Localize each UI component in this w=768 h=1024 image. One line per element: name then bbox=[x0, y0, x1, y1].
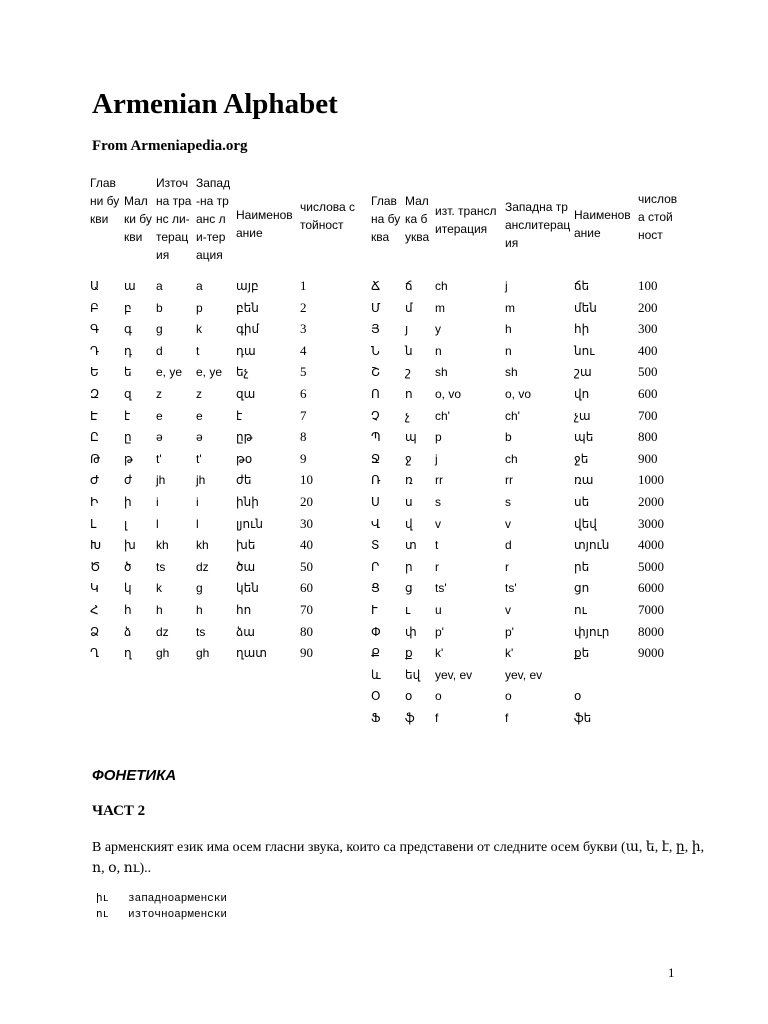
numeric-value-cell: 300 bbox=[638, 321, 658, 337]
eastern-translit-cell: b bbox=[156, 300, 163, 315]
part-heading: ЧАСТ 2 bbox=[92, 803, 146, 819]
small-letter-cell: ք bbox=[405, 646, 413, 661]
small-letter-cell: ի bbox=[124, 495, 132, 509]
capital-letter-cell: Օ bbox=[371, 689, 381, 704]
eastern-translit-cell: n bbox=[435, 343, 442, 358]
small-letter-cell: ա bbox=[124, 279, 136, 293]
numeric-value-cell: 400 bbox=[638, 342, 658, 358]
eastern-translit-cell: yev, ev bbox=[435, 667, 473, 682]
western-translit-cell: rr bbox=[505, 473, 513, 488]
capital-letter-cell: Ն bbox=[371, 343, 380, 358]
numeric-value-cell: 40 bbox=[300, 537, 313, 553]
small-letter-cell: ն bbox=[405, 343, 413, 358]
small-letter-cell: ճ bbox=[405, 279, 413, 293]
small-letter-cell: գ bbox=[124, 322, 132, 337]
letter-name-cell: սե bbox=[574, 495, 590, 509]
letter-name-cell: նու bbox=[574, 343, 595, 358]
numeric-value-cell: 20 bbox=[300, 494, 313, 509]
header-capital-letter: Главна буква bbox=[371, 194, 401, 244]
eastern-translit-cell: jh bbox=[156, 473, 166, 488]
small-letter-cell: ը bbox=[124, 430, 132, 445]
example-text: западноарменски bbox=[128, 893, 228, 905]
letter-name-cell: ռա bbox=[574, 473, 594, 488]
small-letter-cell: ղ bbox=[124, 646, 132, 661]
capital-letter-cell: Մ bbox=[371, 300, 381, 315]
small-letter-cell: ջ bbox=[405, 451, 412, 466]
capital-letter-cell: Չ bbox=[371, 408, 380, 423]
small-letter-cell: փ bbox=[405, 624, 417, 639]
numeric-value-cell: 4000 bbox=[638, 537, 664, 553]
western-translit-cell: g bbox=[196, 581, 203, 596]
small-letter-cell: ս bbox=[405, 495, 413, 509]
western-translit-cell: o bbox=[505, 689, 512, 704]
letter-name-cell: ջե bbox=[574, 451, 589, 466]
right-alphabet-table bbox=[371, 174, 681, 725]
capital-letter-cell: Ը bbox=[90, 430, 99, 445]
letter-name-cell: շա bbox=[574, 365, 592, 380]
small-letter-cell: ւ bbox=[405, 603, 411, 617]
capital-letter-cell: և bbox=[371, 667, 381, 682]
capital-letter-cell: Խ bbox=[90, 538, 102, 553]
eastern-translit-cell: t bbox=[435, 538, 439, 553]
letter-name-cell: ճե bbox=[574, 279, 590, 293]
capital-letter-cell: Բ bbox=[90, 300, 99, 315]
numeric-value-cell: 60 bbox=[300, 580, 313, 596]
capital-letter-cell: Ծ bbox=[90, 559, 101, 574]
small-letter-cell: չ bbox=[405, 408, 410, 423]
header-numeric-value: числова стойност bbox=[638, 192, 678, 242]
small-letter-cell: դ bbox=[124, 343, 132, 358]
header-western-transliteration: Западна транслитерация bbox=[505, 200, 571, 250]
eastern-translit-cell: ch' bbox=[435, 408, 450, 423]
numeric-value-cell: 500 bbox=[638, 364, 658, 380]
eastern-translit-cell: m bbox=[435, 300, 445, 315]
small-letter-cell: հ bbox=[124, 603, 132, 617]
western-translit-cell: t bbox=[196, 343, 200, 358]
letter-name-cell: ֆե bbox=[574, 711, 592, 725]
small-letter-cell: զ bbox=[124, 387, 132, 401]
capital-letter-cell: Զ bbox=[90, 387, 100, 401]
eastern-translit-cell: gh bbox=[156, 646, 170, 661]
western-translit-cell: dz bbox=[196, 559, 209, 574]
small-letter-cell: յ bbox=[405, 322, 409, 337]
western-translit-cell: e bbox=[196, 408, 203, 423]
letter-name-cell: վո bbox=[574, 387, 590, 401]
letter-name-cell: րե bbox=[574, 559, 590, 574]
capital-letter-cell: Թ bbox=[90, 451, 101, 466]
numeric-value-cell: 5 bbox=[300, 364, 307, 380]
letter-name-cell: մեն bbox=[574, 300, 597, 315]
capital-letter-cell: Ր bbox=[371, 559, 380, 574]
capital-letter-cell: Ց bbox=[371, 581, 380, 596]
eastern-translit-cell: z bbox=[156, 387, 162, 401]
letter-name-cell: վեվ bbox=[574, 516, 597, 531]
small-letter-cell: ե bbox=[124, 365, 132, 380]
western-translit-cell: ts' bbox=[505, 581, 517, 596]
letter-name-cell: ղատ bbox=[236, 646, 267, 661]
numeric-value-cell: 800 bbox=[638, 429, 658, 445]
example-letter: իւ bbox=[96, 893, 110, 905]
western-translit-cell: j bbox=[505, 279, 508, 293]
phonetics-heading: ФОНЕТИКА bbox=[92, 767, 177, 784]
western-translit-cell: sh bbox=[505, 365, 518, 380]
eastern-translit-cell: t' bbox=[156, 451, 162, 466]
small-letter-cell: շ bbox=[405, 365, 411, 380]
small-letter-cell: ժ bbox=[124, 473, 132, 488]
small-letter-cell: պ bbox=[405, 430, 417, 445]
small-letter-cell: խ bbox=[124, 538, 136, 553]
western-translit-cell: yev, ev bbox=[505, 667, 543, 682]
western-translit-cell: o, vo bbox=[505, 387, 532, 401]
numeric-value-cell: 7000 bbox=[638, 602, 664, 617]
letter-name-cell: կեն bbox=[236, 581, 259, 596]
capital-letter-cell: Լ bbox=[90, 516, 97, 531]
numeric-value-cell: 8 bbox=[300, 429, 307, 445]
western-translit-cell: k' bbox=[505, 646, 514, 661]
eastern-translit-cell: rr bbox=[435, 473, 443, 488]
page-number: 1 bbox=[668, 965, 675, 980]
eastern-translit-cell: p bbox=[435, 430, 442, 445]
numeric-value-cell: 8000 bbox=[638, 623, 664, 639]
vowels-paragraph: В арменският език има осем гласни звука, които са представени от следните осем букви (ա, ե, է, ը, ի, ո, օ, ու).. bbox=[92, 840, 705, 876]
capital-letter-cell: Ժ bbox=[90, 473, 100, 488]
western-translit-cell: p' bbox=[505, 624, 514, 639]
eastern-translit-cell: j bbox=[435, 451, 438, 466]
letter-name-cell: քե bbox=[574, 646, 590, 661]
letter-name-cell: ժե bbox=[236, 473, 252, 488]
header-small-letter: Малка буква bbox=[405, 194, 430, 244]
eastern-translit-cell: ts bbox=[156, 559, 166, 574]
letter-name-cell: պե bbox=[574, 430, 594, 445]
capital-letter-cell: Ձ bbox=[90, 624, 100, 639]
western-translit-cell: f bbox=[505, 711, 509, 725]
small-letter-cell: վ bbox=[405, 516, 413, 531]
letter-name-cell: փյուր bbox=[574, 624, 610, 639]
letter-name-cell: չա bbox=[574, 408, 591, 423]
capital-letter-cell: Յ bbox=[371, 322, 380, 337]
example-line bbox=[96, 891, 227, 907]
small-letter-cell: բ bbox=[124, 300, 132, 315]
numeric-value-cell: 3 bbox=[300, 321, 307, 337]
numeric-value-cell: 90 bbox=[300, 645, 313, 661]
eastern-translit-cell: l bbox=[156, 516, 159, 531]
eastern-translit-cell: d bbox=[156, 343, 163, 358]
numeric-value-cell: 6 bbox=[300, 386, 307, 401]
letter-name-cell: դա bbox=[236, 343, 256, 358]
numeric-value-cell: 9 bbox=[300, 450, 307, 466]
letter-name-cell: տյուն bbox=[574, 538, 610, 553]
capital-letter-cell: Դ bbox=[90, 343, 100, 358]
header-capital-letters: Главни букви bbox=[90, 176, 120, 226]
eastern-translit-cell: sh bbox=[435, 365, 448, 380]
capital-letter-cell: Ղ bbox=[90, 646, 100, 661]
document-subtitle: From Armeniapedia.org bbox=[92, 138, 248, 154]
example-line bbox=[96, 907, 227, 923]
western-translit-cell: s bbox=[505, 495, 511, 509]
eastern-translit-cell: s bbox=[435, 495, 441, 509]
letter-name-cell: ցո bbox=[574, 581, 590, 596]
letter-name-cell: գիմ bbox=[236, 322, 260, 337]
small-letter-cell: տ bbox=[405, 538, 417, 553]
eastern-translit-cell: dz bbox=[156, 624, 169, 639]
small-letter-cell: լ bbox=[124, 516, 128, 531]
small-letter-cell: ֆ bbox=[405, 711, 415, 725]
numeric-value-cell: 10 bbox=[300, 472, 313, 488]
western-translit-cell: b bbox=[505, 430, 512, 445]
letter-name-cell: եչ bbox=[236, 365, 249, 380]
eastern-translit-cell: ts' bbox=[435, 581, 447, 596]
capital-letter-cell: Ռ bbox=[371, 473, 381, 488]
western-translit-cell: a bbox=[196, 279, 203, 293]
western-translit-cell: h bbox=[196, 603, 203, 617]
eastern-translit-cell: g bbox=[156, 322, 163, 337]
letter-name-cell: հո bbox=[236, 603, 252, 617]
numeric-value-cell: 9000 bbox=[638, 645, 664, 661]
eastern-translit-cell: u bbox=[435, 603, 442, 617]
numeric-value-cell: 70 bbox=[300, 602, 313, 617]
capital-letter-cell: Ֆ bbox=[371, 711, 381, 725]
capital-letter-cell: Է bbox=[90, 408, 98, 423]
eastern-translit-cell: y bbox=[435, 322, 441, 337]
numeric-value-cell: 600 bbox=[638, 386, 658, 401]
capital-letter-cell: Վ bbox=[371, 516, 381, 531]
example-text: източноарменски bbox=[128, 909, 228, 921]
left-alphabet-table bbox=[90, 174, 360, 664]
small-letter-cell: եվ bbox=[405, 667, 421, 682]
small-letter-cell: ո bbox=[405, 387, 413, 401]
eastern-translit-cell: r bbox=[435, 559, 439, 574]
western-translit-cell: r bbox=[505, 559, 509, 574]
small-letter-cell: ց bbox=[405, 581, 413, 596]
numeric-value-cell: 700 bbox=[638, 407, 658, 423]
letter-name-cell: ինի bbox=[236, 495, 259, 509]
eastern-translit-cell: e bbox=[156, 408, 163, 423]
header-letter-name: Наименование bbox=[574, 208, 631, 240]
letter-name-cell: ձա bbox=[236, 624, 255, 639]
western-translit-cell: ə bbox=[196, 430, 203, 445]
letter-name-cell: խե bbox=[236, 538, 256, 553]
header-eastern-transliteration: Източна транс ли-терация bbox=[156, 176, 192, 262]
eastern-translit-cell: h bbox=[156, 603, 163, 617]
eastern-translit-cell: v bbox=[435, 516, 441, 531]
capital-letter-cell: Հ bbox=[90, 603, 99, 617]
eastern-translit-cell: f bbox=[435, 711, 439, 725]
eastern-translit-cell: ə bbox=[156, 430, 163, 445]
capital-letter-cell: Ջ bbox=[371, 451, 381, 466]
western-translit-cell: t' bbox=[196, 451, 202, 466]
western-translit-cell: l bbox=[196, 516, 199, 531]
numeric-value-cell: 7 bbox=[300, 407, 307, 423]
numeric-value-cell: 50 bbox=[300, 558, 313, 574]
numeric-value-cell: 3000 bbox=[638, 515, 664, 531]
western-translit-cell: ts bbox=[196, 624, 206, 639]
western-translit-cell: k bbox=[196, 322, 202, 337]
numeric-value-cell: 2000 bbox=[638, 494, 664, 509]
small-letter-cell: մ bbox=[405, 300, 413, 315]
western-translit-cell: jh bbox=[196, 473, 206, 488]
numeric-value-cell: 100 bbox=[638, 278, 658, 293]
eastern-translit-cell: o, vo bbox=[435, 387, 462, 401]
letter-name-cell: բեն bbox=[236, 300, 259, 315]
small-letter-cell: օ bbox=[405, 689, 413, 704]
western-translit-cell: gh bbox=[196, 646, 210, 661]
header-western-transliteration: Запад-на транс ли-терация bbox=[196, 176, 231, 262]
capital-letter-cell: Կ bbox=[90, 581, 99, 596]
numeric-value-cell: 30 bbox=[300, 515, 313, 531]
letter-name-cell: է bbox=[236, 408, 243, 423]
document-title: Armenian Alphabet bbox=[92, 88, 338, 120]
eastern-translit-cell: k' bbox=[435, 646, 444, 661]
capital-letter-cell: Ո bbox=[371, 387, 380, 401]
numeric-value-cell: 1000 bbox=[638, 472, 664, 488]
capital-letter-cell: Ւ bbox=[371, 603, 378, 617]
example-letter: ու bbox=[96, 909, 110, 921]
western-translit-cell: kh bbox=[196, 538, 209, 553]
capital-letter-cell: Ի bbox=[90, 495, 99, 509]
western-translit-cell: p bbox=[196, 300, 203, 315]
capital-letter-cell: Փ bbox=[371, 624, 381, 639]
numeric-value-cell: 900 bbox=[638, 450, 658, 466]
capital-letter-cell: Ճ bbox=[371, 279, 381, 293]
header-numeric-value: числова стойност bbox=[300, 200, 356, 232]
western-translit-cell: z bbox=[196, 387, 202, 401]
western-translit-cell: ch' bbox=[505, 408, 520, 423]
small-letter-cell: ր bbox=[405, 559, 413, 574]
numeric-value-cell: 5000 bbox=[638, 558, 664, 574]
eastern-translit-cell: kh bbox=[156, 538, 169, 553]
small-letter-cell: է bbox=[124, 408, 131, 423]
numeric-value-cell: 80 bbox=[300, 623, 313, 639]
western-translit-cell: v bbox=[505, 603, 511, 617]
letter-name-cell: ըթ bbox=[236, 430, 253, 445]
eastern-translit-cell: e, ye bbox=[156, 365, 183, 380]
western-translit-cell: n bbox=[505, 343, 512, 358]
capital-letter-cell: Պ bbox=[371, 430, 381, 445]
numeric-value-cell: 6000 bbox=[638, 580, 664, 596]
numeric-value-cell: 1 bbox=[300, 278, 307, 293]
small-letter-cell: ռ bbox=[405, 473, 413, 488]
letter-name-cell: այբ bbox=[236, 279, 259, 293]
capital-letter-cell: Ե bbox=[90, 365, 99, 380]
letter-name-cell: օ bbox=[574, 689, 582, 704]
eastern-translit-cell: o bbox=[435, 689, 442, 704]
letter-name-cell: թօ bbox=[236, 451, 253, 466]
small-letter-cell: ձ bbox=[124, 624, 132, 639]
small-letter-cell: ծ bbox=[124, 559, 132, 574]
capital-letter-cell: Ս bbox=[371, 495, 380, 509]
western-translit-cell: v bbox=[505, 516, 511, 531]
eastern-translit-cell: i bbox=[156, 495, 159, 509]
capital-letter-cell: Ք bbox=[371, 646, 381, 661]
capital-letter-cell: Ա bbox=[90, 279, 100, 293]
letter-name-cell: ու bbox=[574, 603, 587, 617]
western-translit-cell: m bbox=[505, 300, 515, 315]
letter-name-cell: ծա bbox=[236, 559, 256, 574]
western-translit-cell: h bbox=[505, 322, 512, 337]
western-translit-cell: e, ye bbox=[196, 365, 223, 380]
letter-name-cell: լյուն bbox=[236, 516, 263, 531]
numeric-value-cell: 2 bbox=[300, 299, 307, 315]
letter-name-cell: հի bbox=[574, 322, 590, 337]
capital-letter-cell: Շ bbox=[371, 365, 381, 380]
capital-letter-cell: Տ bbox=[371, 538, 380, 553]
eastern-translit-cell: p' bbox=[435, 624, 444, 639]
eastern-translit-cell: ch bbox=[435, 279, 448, 293]
small-letter-cell: կ bbox=[124, 581, 132, 596]
header-small-letters: Малки букви bbox=[124, 194, 152, 244]
letter-name-cell: զա bbox=[236, 387, 256, 401]
numeric-value-cell: 200 bbox=[638, 299, 658, 315]
eastern-translit-cell: a bbox=[156, 279, 163, 293]
small-letter-cell: թ bbox=[124, 451, 133, 466]
capital-letter-cell: Գ bbox=[90, 322, 100, 337]
western-translit-cell: d bbox=[505, 538, 512, 553]
header-letter-name: Наименование bbox=[236, 208, 293, 240]
eastern-translit-cell: k bbox=[156, 581, 162, 596]
header-eastern-transliteration: изт. транслитерация bbox=[435, 204, 497, 236]
numeric-value-cell: 4 bbox=[300, 342, 307, 358]
western-translit-cell: ch bbox=[505, 451, 518, 466]
western-translit-cell: i bbox=[196, 495, 199, 509]
